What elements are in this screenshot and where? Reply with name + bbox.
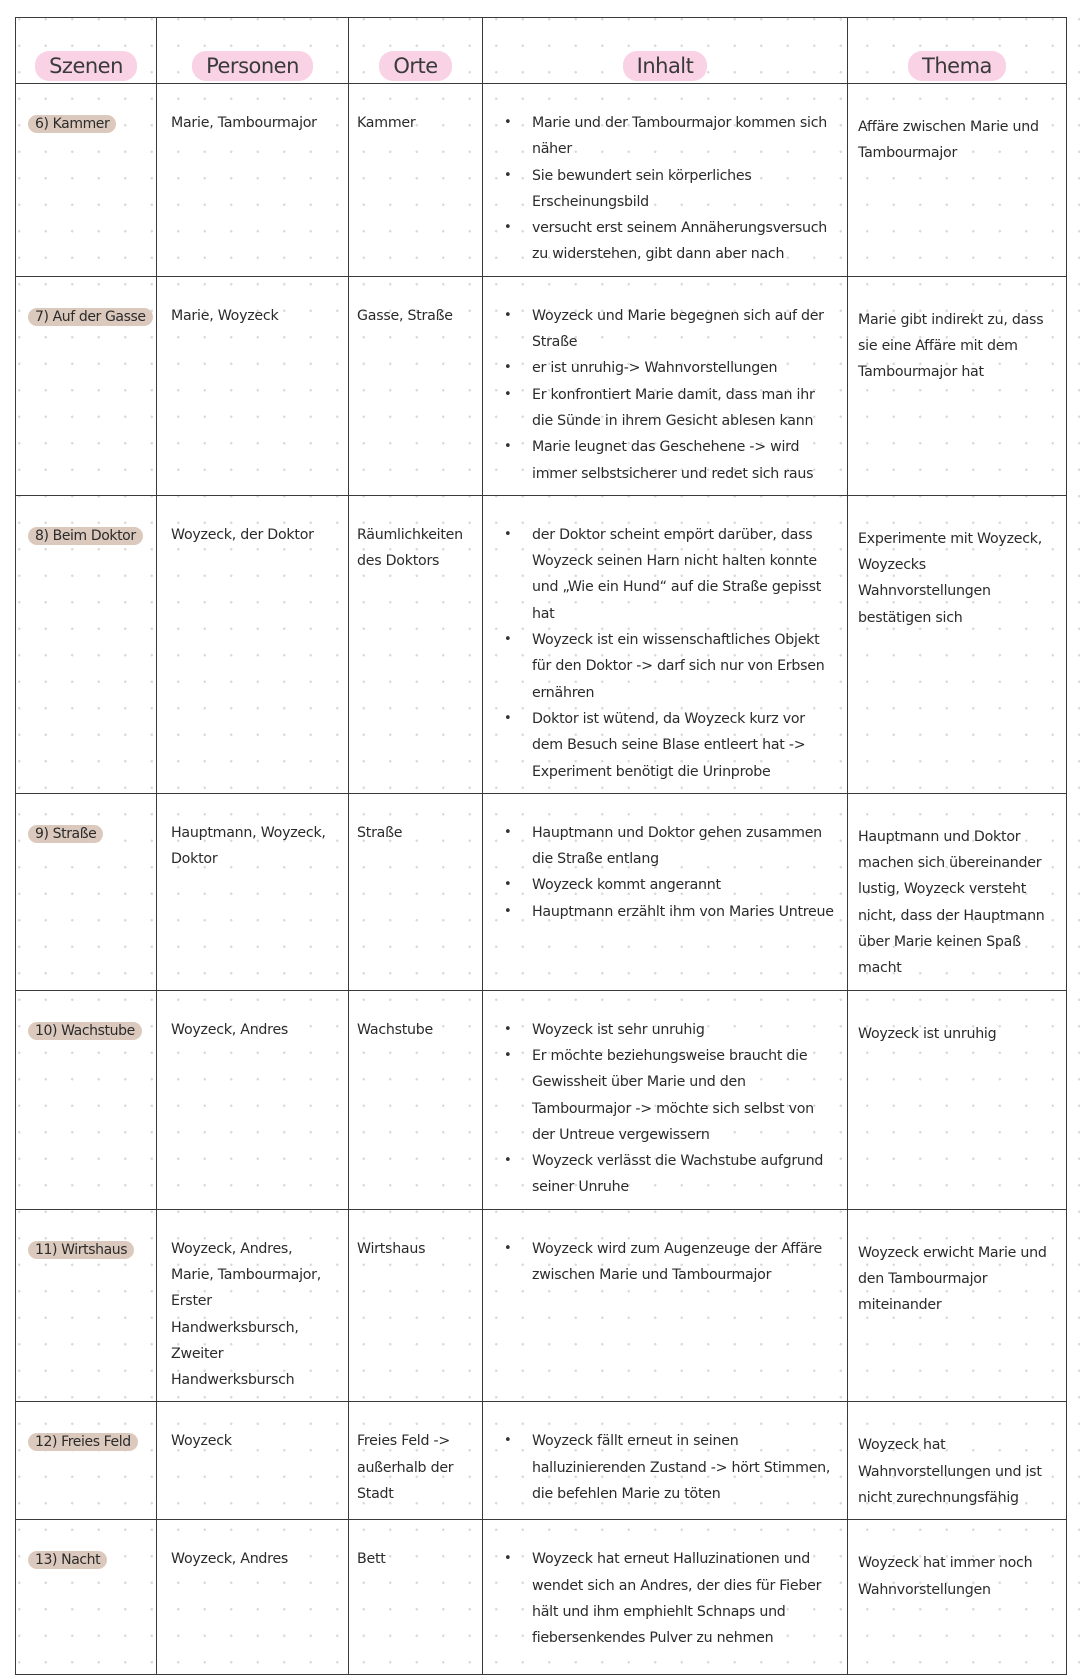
header-inhalt [483, 18, 848, 84]
inhalt-list [503, 303, 839, 487]
scene-cell [16, 1520, 157, 1675]
header-thema-label: Thema [908, 51, 1006, 81]
inhalt-item: • Doktor ist wütend, da Woyzeck kurz vor dem Besuch seine Blase entleert hat -> Experiment benötigt die Urinprobe [503, 706, 839, 785]
inhalt-list [503, 820, 839, 925]
scene-cell [16, 793, 157, 990]
table-row [16, 495, 1067, 793]
inhalt-item: • Woyzeck verlässt die Wachstube aufgrund seiner Unruhe [503, 1148, 839, 1201]
scene-label: 7) Auf der Gasse [28, 308, 153, 326]
orte-cell: Straße [349, 793, 483, 990]
scene-cell [16, 495, 157, 793]
inhalt-item: • Woyzeck wird zum Augenzeuge der Affäre zwischen Marie und Tambourmajor [503, 1236, 839, 1289]
header-personen-label: Personen [192, 51, 313, 81]
orte-cell: Freies Feld -> außerhalb der Stadt [349, 1402, 483, 1520]
inhalt-item: • Woyzeck kommt angerannt [503, 872, 839, 898]
header-orte-label: Orte [379, 51, 451, 81]
personen-cell: Woyzeck [157, 1402, 349, 1520]
header-personen [157, 18, 349, 84]
inhalt-cell [483, 495, 848, 793]
inhalt-item: • Woyzeck fällt erneut in seinen halluzinierenden Zustand -> hört Stimmen, die befehlen Marie zu töten [503, 1428, 839, 1507]
scene-label: 13) Nacht [28, 1551, 107, 1569]
scene-label: 8) Beim Doktor [28, 527, 143, 545]
thema-cell: Woyzeck ist unruhig [848, 990, 1067, 1209]
inhalt-cell [483, 1402, 848, 1520]
scene-cell [16, 1209, 157, 1402]
inhalt-list [503, 1546, 839, 1651]
inhalt-item: • Woyzeck hat erneut Halluzinationen und wendet sich an Andres, der dies für Fieber hält und ihm emphiehlt Schnaps und fiebersenkendes Pulver zu nehmen [503, 1546, 839, 1651]
inhalt-list [503, 1236, 839, 1289]
inhalt-list [503, 110, 839, 268]
header-inhalt-label: Inhalt [623, 51, 708, 81]
header-szenen [16, 18, 157, 84]
scene-label: 6) Kammer [28, 115, 116, 133]
inhalt-list [503, 1428, 839, 1507]
orte-cell: Kammer [349, 84, 483, 277]
inhalt-item: • Er möchte beziehungsweise braucht die Gewissheit über Marie und den Tambourmajor -> möchte sich selbst von der Untreue vergewissern [503, 1043, 839, 1148]
inhalt-item: • Sie bewundert sein körperliches Erscheinungsbild [503, 163, 839, 216]
inhalt-item: • Hauptmann erzählt ihm von Maries Untreue [503, 899, 839, 925]
inhalt-item: • versucht erst seinem Annäherungsversuch zu widerstehen, gibt dann aber nach [503, 215, 839, 268]
table-row [16, 990, 1067, 1209]
scene-label: 9) Straße [28, 825, 103, 843]
inhalt-cell [483, 1520, 848, 1675]
inhalt-cell [483, 793, 848, 990]
scene-cell [16, 1402, 157, 1520]
scene-label: 12) Freies Feld [28, 1433, 138, 1451]
personen-cell: Woyzeck, Andres, Marie, Tambourmajor, Erster Handwerksbursch, Zweiter Handwerksbursch [157, 1209, 349, 1402]
table-row [16, 1402, 1067, 1520]
table-row [16, 276, 1067, 495]
header-thema [848, 18, 1067, 84]
inhalt-cell [483, 990, 848, 1209]
personen-cell: Woyzeck, Andres [157, 1520, 349, 1675]
inhalt-cell [483, 1209, 848, 1402]
personen-cell: Woyzeck, der Doktor [157, 495, 349, 793]
orte-cell: Gasse, Straße [349, 276, 483, 495]
scene-overview-table [15, 17, 1067, 1675]
orte-cell: Wachstube [349, 990, 483, 1209]
header-orte [349, 18, 483, 84]
personen-cell: Woyzeck, Andres [157, 990, 349, 1209]
header-szenen-label: Szenen [35, 51, 137, 81]
inhalt-item: • Woyzeck ist sehr unruhig [503, 1017, 839, 1043]
inhalt-item: • Marie und der Tambourmajor kommen sich näher [503, 110, 839, 163]
thema-cell: Affäre zwischen Marie und Tambourmajor [848, 84, 1067, 277]
thema-cell: Woyzeck hat immer noch Wahnvorstellungen [848, 1520, 1067, 1675]
scene-cell [16, 276, 157, 495]
inhalt-item: • er ist unruhig-> Wahnvorstellungen [503, 355, 839, 381]
thema-cell: Woyzeck erwicht Marie und den Tambourmajor miteinander [848, 1209, 1067, 1402]
inhalt-item: • Hauptmann und Doktor gehen zusammen die Straße entlang [503, 820, 839, 873]
table-row [16, 1209, 1067, 1402]
orte-cell: Bett [349, 1520, 483, 1675]
inhalt-cell [483, 276, 848, 495]
thema-cell: Hauptmann und Doktor machen sich übereinander lustig, Woyzeck versteht nicht, dass der Hauptmann über Marie keinen Spaß macht [848, 793, 1067, 990]
inhalt-list [503, 522, 839, 785]
inhalt-item: • Marie leugnet das Geschehene -> wird immer selbstsicherer und redet sich raus [503, 434, 839, 487]
personen-cell: Marie, Tambourmajor [157, 84, 349, 277]
inhalt-cell [483, 84, 848, 277]
orte-cell: Wirtshaus [349, 1209, 483, 1402]
inhalt-item: • der Doktor scheint empört darüber, dass Woyzeck seinen Harn nicht halten konnte und „Wie ein Hund“ auf die Straße gepisst hat [503, 522, 839, 627]
inhalt-item: • Er konfrontiert Marie damit, dass man ihr die Sünde in ihrem Gesicht ablesen kann [503, 382, 839, 435]
thema-cell: Experimente mit Woyzeck, Woyzecks Wahnvorstellungen bestätigen sich [848, 495, 1067, 793]
inhalt-list [503, 1017, 839, 1201]
personen-cell: Hauptmann, Woyzeck, Doktor [157, 793, 349, 990]
scene-label: 11) Wirtshaus [28, 1241, 134, 1259]
table-row [16, 793, 1067, 990]
orte-cell: Räumlichkeiten des Doktors [349, 495, 483, 793]
header-row [16, 18, 1067, 84]
thema-cell: Marie gibt indirekt zu, dass sie eine Affäre mit dem Tambourmajor hat [848, 276, 1067, 495]
table-row [16, 84, 1067, 277]
personen-cell: Marie, Woyzeck [157, 276, 349, 495]
scene-cell [16, 84, 157, 277]
scene-label: 10) Wachstube [28, 1022, 142, 1040]
scene-cell [16, 990, 157, 1209]
inhalt-item: • Woyzeck und Marie begegnen sich auf der Straße [503, 303, 839, 356]
inhalt-item: • Woyzeck ist ein wissenschaftliches Objekt für den Doktor -> darf sich nur von Erbsen ernähren [503, 627, 839, 706]
table-row [16, 1520, 1067, 1675]
thema-cell: Woyzeck hat Wahnvorstellungen und ist nicht zurechnungsfähig [848, 1402, 1067, 1520]
